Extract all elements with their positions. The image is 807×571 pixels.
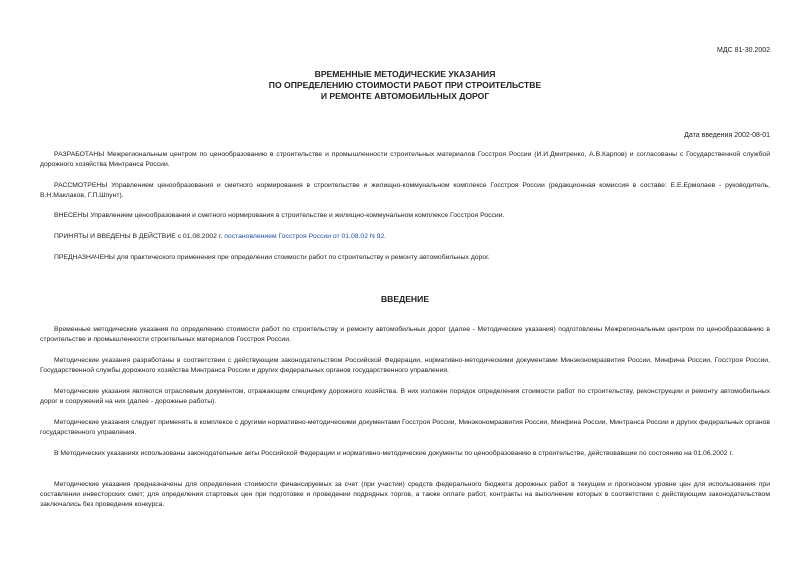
- submitted-paragraph: ВНЕСЕНЫ Управлением ценообразования и сметного нормирования в строительстве и жилищно-коммунальном комплексе Госстроя России.: [54, 212, 505, 219]
- adopted-paragraph: [40, 232, 770, 242]
- intro-paragraph: Методические указания следует применять в комплексе с другими нормативно-методическими документами Госстроя России, Минэкономразвития России, Минфина России, Минтранса России и других федеральных органов государственного управления.: [40, 419, 770, 436]
- title-line-1: ВРЕМЕННЫЕ МЕТОДИЧЕСКИЕ УКАЗАНИЯ: [314, 69, 496, 79]
- intro-paragraph: В Методических указаниях использованы законодательные акты Российской Федерации и нормативно-методические документы по ценообразованию в строительстве, действовавшие по состоянию на 01.06.2002 г.: [54, 450, 733, 457]
- intro-paragraph: Временные методические указания по определению стоимости работ по строительству и ремонту автомобильных дорог (далее - Методические указания) подготовлены Межрегиональным центром по ценообразованию в строительстве и промышленности строительных материалов Госстроя России.: [40, 326, 770, 343]
- reviewed-paragraph: РАССМОТРЕНЫ Управлением ценообразования и сметного нормирования в строительстве и жилищно-коммунальном комплексе Госстроя России (редакционная комиссия в составе: Е.Е.Ермолаев - руководитель, В.Н.Маклаков, Г.П.Шпунт).: [40, 182, 770, 199]
- adopted-suffix: .: [384, 233, 387, 240]
- intro-paragraph: Методические указания являются отраслевым документом, отражающим специфику дорожного хозяйства. В них изложен порядок определения стоимости работ по строительству, реконструкции и ремонту автомобильных дорог и сооружений на них (далее - дорожные работы).: [40, 388, 770, 405]
- title-line-2: ПО ОПРЕДЕЛЕНИЮ СТОИМОСТИ РАБОТ ПРИ СТРОИТЕЛЬСТВЕ: [268, 80, 542, 90]
- document-code: МДС 81-30.2002: [717, 47, 770, 54]
- title-line-3: И РЕМОНТЕ АВТОМОБИЛЬНЫХ ДОРОГ: [320, 91, 490, 101]
- document-title: [40, 69, 770, 102]
- developed-paragraph: РАЗРАБОТАНЫ Межрегиональным центром по ценообразованию в строительстве и промышленности строительных материалов Госстроя России (И.И.Дмитренко, А.В.Карпов) и согласованы с Государственной службой дорожного хозяйства Минтранса России.: [40, 151, 770, 168]
- adopted-prefix: ПРИНЯТЫ И ВВЕДЕНЫ В ДЕЙСТВИЕ с 01.08.2002 г.: [54, 233, 223, 240]
- intro-paragraph: Методические указания разработаны в соответствии с действующим законодательством Российской Федерации, нормативно-методическими документами Минэкономразвития России, Минфина России, Госстроя России, Государственной службы дорожного хозяйства Минтранса России и других федеральных органов государственного управления.: [40, 357, 770, 374]
- section-title: ВВЕДЕНИЕ: [380, 294, 430, 304]
- intended-paragraph: ПРЕДНАЗНАЧЕНЫ для практического применения при определении стоимости работ по строительству и ремонту автомобильных дорог.: [54, 254, 490, 261]
- resolution-link[interactable]: постановлением Госстроя России от 01.08.02 N 92: [224, 233, 385, 240]
- introduction-date: Дата введения 2002-08-01: [684, 132, 770, 139]
- intro-paragraph: Методические указания предназначены для определения стоимости финансируемых за счет (при участии) средств федерального бюджета дорожных работ в текущем и прогнозном уровне цен для использования при составлении инвесторских смет; для определения стартовых цен при подготовке и проведении подрядных торгов, а также оплате работ, контракты на выполнение которых в соответствии с действующим законодательством заключались без проведения конкурса.: [40, 481, 770, 508]
